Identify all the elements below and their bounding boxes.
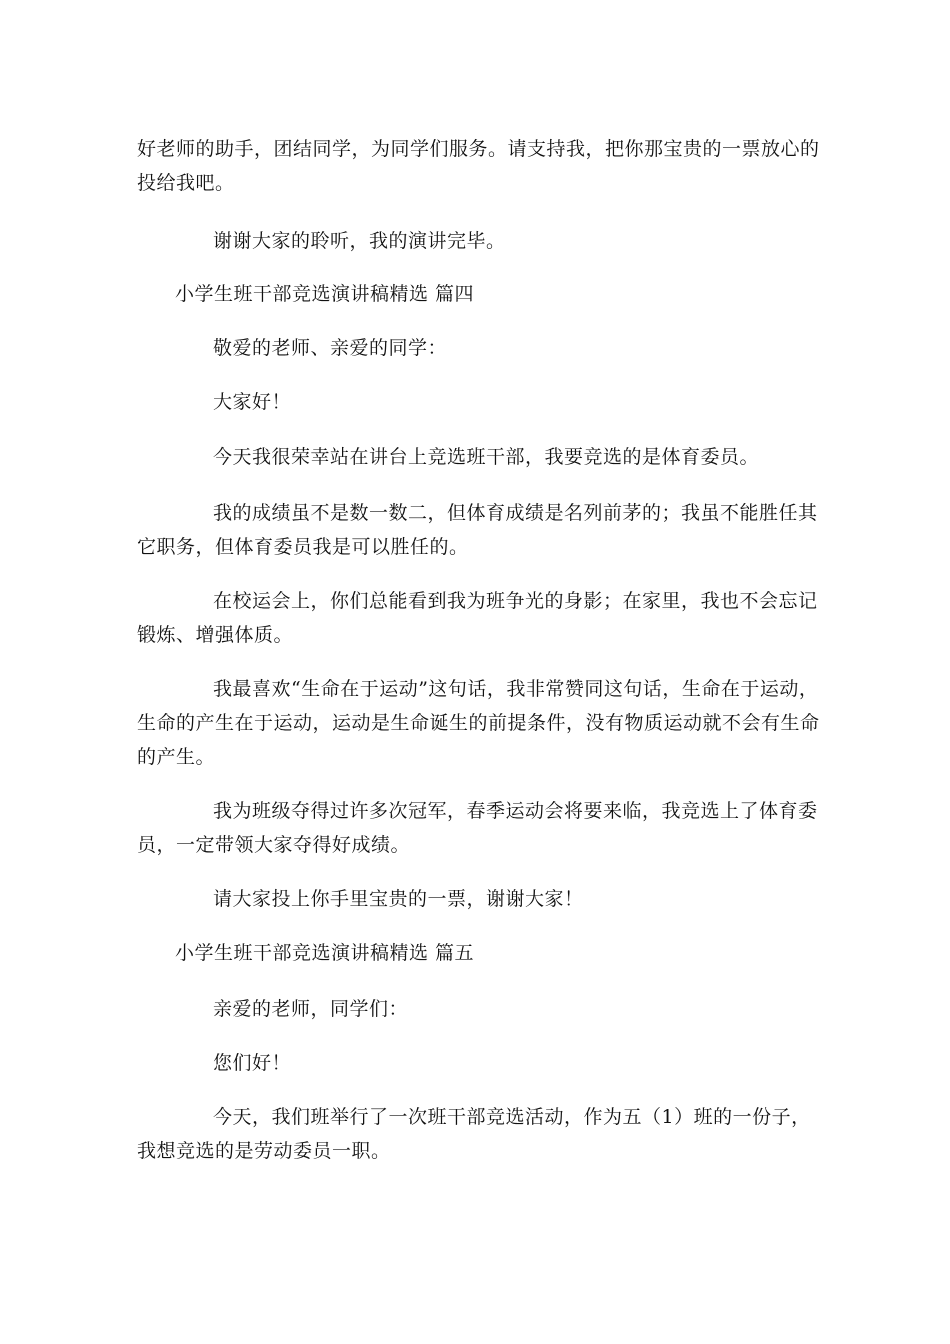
paragraph-line: 在校运会上，你们总能看到我为班争光的身影；在家里，我也不会忘记	[213, 590, 818, 612]
section-heading: 小学生班干部竞选演讲稿精选 篇五	[175, 942, 475, 964]
paragraph-line: 投给我吧。	[137, 172, 235, 194]
paragraph-line: 好老师的助手，团结同学，为同学们服务。请支持我，把你那宝贵的一票放心的	[137, 138, 820, 160]
paragraph-line: 员，一定带领大家夺得好成绩。	[137, 834, 411, 856]
section-heading: 小学生班干部竞选演讲稿精选 篇四	[175, 283, 475, 305]
paragraph-line: 它职务，但体育委员我是可以胜任的。	[137, 536, 469, 558]
paragraph-line: 生命的产生在于运动，运动是生命诞生的前提条件，没有物质运动就不会有生命	[137, 712, 820, 734]
paragraph-line: 我的成绩虽不是数一数二，但体育成绩是名列前茅的；我虽不能胜任其	[213, 502, 818, 524]
salutation: 敬爱的老师、亲爱的同学：	[213, 337, 448, 359]
paragraph-line: 我想竞选的是劳动委员一职。	[137, 1140, 391, 1162]
paragraph-line: 的产生。	[137, 746, 216, 768]
salutation: 亲爱的老师，同学们：	[213, 998, 409, 1020]
paragraph-line: 锻炼、增强体质。	[137, 624, 294, 646]
greeting: 大家好！	[213, 391, 292, 413]
paragraph-line: 请大家投上你手里宝贵的一票，谢谢大家！	[213, 888, 584, 910]
greeting: 您们好！	[213, 1052, 292, 1074]
paragraph-line: 谢谢大家的聆听，我的演讲完毕。	[213, 230, 506, 252]
paragraph-line: 今天我很荣幸站在讲台上竞选班干部，我要竞选的是体育委员。	[213, 446, 760, 468]
paragraph-line: 我为班级夺得过许多次冠军，春季运动会将要来临，我竞选上了体育委	[213, 800, 818, 822]
paragraph-line: 我最喜欢“生命在于运动”这句话，我非常赞同这句话，生命在于运动，	[213, 678, 819, 700]
paragraph-line: 今天，我们班举行了一次班干部竞选活动，作为五（1）班的一份子，	[213, 1106, 811, 1128]
